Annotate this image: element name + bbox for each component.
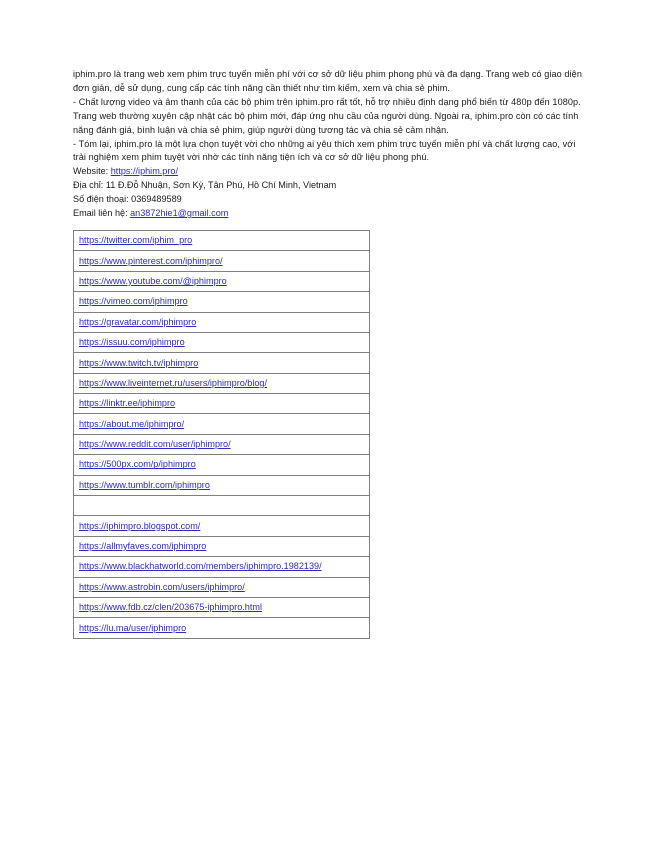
address-line: Địa chỉ: 11 Đ.Đỗ Nhuận, Sơn Kỳ, Tân Phú, Hồ Chí Minh, Vietnam [73, 180, 337, 191]
table-row [74, 496, 370, 516]
table-row [74, 292, 370, 312]
table-row [74, 414, 370, 434]
table-cell-link [74, 536, 370, 556]
table-row [74, 434, 370, 454]
table-cell-empty [74, 496, 370, 516]
table-cell-link [74, 251, 370, 271]
table-cell-link [74, 557, 370, 577]
website-label: Website: [73, 166, 111, 177]
social-link[interactable]: https://500px.com/p/iphimpro [79, 459, 196, 470]
social-link[interactable]: https://www.blackhatworld.com/members/iphimpro.1982139/ [79, 561, 322, 572]
table-row [74, 598, 370, 618]
table-cell-link [74, 475, 370, 495]
table-row [74, 332, 370, 352]
table-row [74, 577, 370, 597]
intro-paragraphs [73, 68, 585, 165]
social-link[interactable]: https://lu.ma/user/iphimpro [79, 622, 187, 633]
social-link[interactable]: https://twitter.com/iphim_pro [79, 235, 193, 246]
social-link[interactable]: https://linktr.ee/iphimpro [79, 398, 176, 409]
social-link[interactable]: https://www.fdb.cz/clen/203675-iphimpro.html [79, 602, 262, 613]
table-row [74, 557, 370, 577]
table-row [74, 312, 370, 332]
social-links-table [73, 230, 370, 639]
social-link[interactable]: https://www.tumblr.com/iphimpro [79, 479, 210, 490]
table-cell-link [74, 455, 370, 475]
paragraph-quality: - Chất lượng video và âm thanh của các bộ phim trên iphim.pro rất tốt, hỗ trợ nhiều định dạng phổ biến từ 480p đến 1080p. Trang web thường xuyên cập nhật các bộ phim mới, đáp ứng nhu cầu của người dùng. Ngoài ra, iphim.pro còn có các tính năng đánh giá, bình luận và chia sẻ phim, giúp người dùng tương tác và chia sẻ cảm nhận. [73, 96, 581, 135]
table-cell-link [74, 598, 370, 618]
social-link[interactable]: https://www.reddit.com/user/iphimpro/ [79, 439, 231, 450]
paragraph-intro: iphim.pro là trang web xem phim trực tuyến miễn phí với cơ sở dữ liệu phim phong phú và đa dạng. Trang web có giao diện đơn giản, dễ sử dụng, cung cấp các tính năng cần thiết như tìm kiếm, xem và chia sẻ phim. [73, 69, 582, 93]
table-row [74, 353, 370, 373]
table-row [74, 516, 370, 536]
table-row [74, 475, 370, 495]
social-link[interactable]: https://www.pinterest.com/iphimpro/ [79, 255, 223, 266]
social-link[interactable]: https://www.twitch.tv/iphimpro [79, 357, 199, 368]
table-cell-link [74, 271, 370, 291]
social-links-table-body [74, 230, 370, 638]
table-row [74, 455, 370, 475]
document-content [73, 68, 585, 639]
table-row [74, 251, 370, 271]
table-cell-link [74, 577, 370, 597]
website-line [73, 165, 585, 179]
table-cell-link [74, 312, 370, 332]
social-link[interactable]: https://www.astrobin.com/users/iphimpro/ [79, 581, 245, 592]
social-link[interactable]: https://gravatar.com/iphimpro [79, 316, 197, 327]
email-link[interactable]: an3872hie1@gmail.com [130, 208, 229, 219]
table-cell-link [74, 373, 370, 393]
table-cell-link [74, 618, 370, 638]
social-link[interactable]: https://allmyfaves.com/iphimpro [79, 541, 207, 552]
table-row [74, 271, 370, 291]
table-cell-link [74, 414, 370, 434]
table-row [74, 618, 370, 638]
contact-details [73, 165, 585, 221]
table-cell-link [74, 353, 370, 373]
table-cell-link [74, 434, 370, 454]
social-link[interactable]: https://iphimpro.blogspot.com/ [79, 520, 201, 531]
social-link[interactable]: https://issuu.com/iphimpro [79, 337, 185, 348]
phone-line: Số điện thoại: 0369489589 [73, 194, 182, 205]
table-cell-link [74, 394, 370, 414]
email-label: Email liên hệ: [73, 208, 131, 219]
paragraph-summary: - Tóm lại, iphim.pro là một lựa chọn tuyệt vời cho những ai yêu thích xem phim trực tuyến miễn phí và chất lượng cao, với trải nghiệm xem phim tuyệt vời nhờ các tính năng tiện ích và cơ sở dữ liệu phong phú. [73, 138, 576, 163]
social-link[interactable]: https://vimeo.com/iphimpro [79, 296, 188, 307]
table-cell-link [74, 516, 370, 536]
social-link[interactable]: https://www.liveinternet.ru/users/iphimpro/blog/ [79, 377, 268, 388]
table-cell-link [74, 292, 370, 312]
email-line [73, 207, 585, 221]
table-cell-link [74, 332, 370, 352]
table-row [74, 373, 370, 393]
website-link[interactable]: https://iphim.pro/ [110, 166, 178, 177]
table-row [74, 230, 370, 250]
social-link[interactable]: https://about.me/iphimpro/ [79, 418, 185, 429]
table-row [74, 394, 370, 414]
social-link[interactable]: https://www.youtube.com/@iphimpro [79, 275, 227, 286]
table-row [74, 536, 370, 556]
table-cell-link [74, 230, 370, 250]
